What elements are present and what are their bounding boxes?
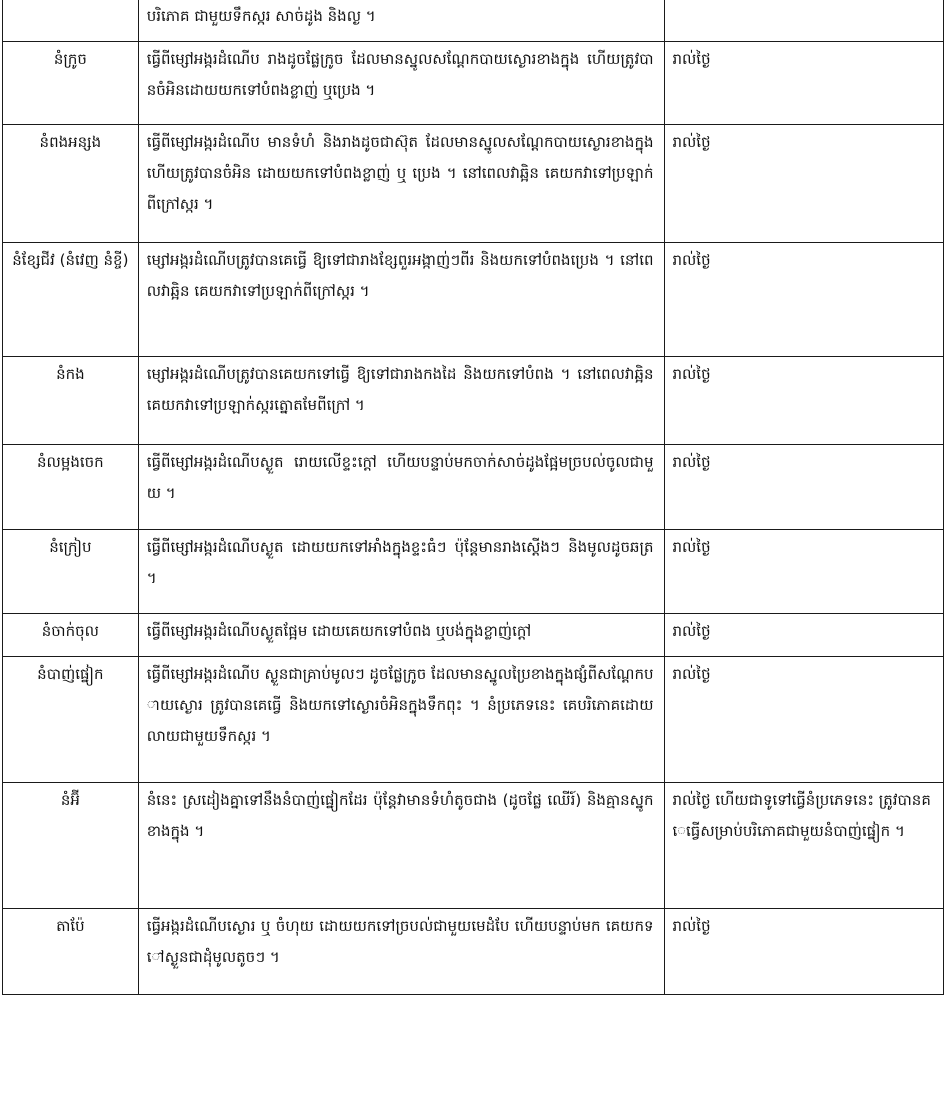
- frequency-cell: រាល់ថ្ងៃ: [664, 243, 944, 357]
- frequency-cell: រាល់ថ្ងៃ: [664, 42, 944, 125]
- food-name-cell: នំចាក់ចុល: [3, 614, 139, 657]
- frequency-cell: រាល់ថ្ងៃ ហើយជាទូទៅធ្វើនំប្រភេទនេះ ត្រូវបានគេធ្វើសម្រាប់បរិភោគជាមួយនំបាញ់ផ្នៀក ។: [664, 783, 944, 909]
- food-description-cell: ម្សៅអង្ករដំណើបត្រូវបានគេយកទៅធ្វើ ឱ្យទៅជារាងកងដៃ និងយកទៅបំពង ។ នៅពេលវាឆ្អិន គេយកវាទៅប្រឡាក់ស្ករត្នោតមែពីក្រៅ ។: [138, 357, 664, 445]
- frequency-cell: រាល់ថ្ងៃ: [664, 445, 944, 530]
- table-row: [3, 909, 944, 995]
- food-name-cell: នំបាញ់ផ្នៀក: [3, 657, 139, 783]
- food-description-cell: ធ្វើពីម្សៅអង្ករដំណើបស្ងួតផ្អែម ដោយគេយកទៅបំពង ឬបង់ក្នុងខ្លាញ់ក្ដៅ: [138, 614, 664, 657]
- food-name-cell: តាប៉ែ: [3, 909, 139, 995]
- table-row: [3, 614, 944, 657]
- food-description-cell: ធ្វើពីម្សៅអង្ករដំណើបស្ងួត រោយលើខ្ទះក្ដៅ ហើយបន្ទាប់មកចាក់សាច់ដូងផ្អែមច្របល់ចូលជាមួយ ។: [138, 445, 664, 530]
- table-row: [3, 657, 944, 783]
- food-name-cell: នំក្រូច: [3, 42, 139, 125]
- food-name-cell: នំលម្អងចេក: [3, 445, 139, 530]
- table-row: [3, 42, 944, 125]
- frequency-cell: [664, 0, 944, 42]
- food-description-cell: ធ្វើអង្ករដំណើបស្ងោរ ឬ ចំហុយ ដោយយកទៅច្របល់ជាមួយមេដំបែ ហើយបន្ទាប់មក គេយកទៅស្ងួនជាដុំមូលតូចៗ ។: [138, 909, 664, 995]
- frequency-cell: រាល់ថ្ងៃ: [664, 657, 944, 783]
- food-description-cell: ធ្វើពីម្សៅអង្ករដំណើប ស្ងួនជាគ្រាប់មូលៗ ដូចផ្លែក្រូច ដែលមានស្នូលប្រៃខាងក្នុងផ្សំពីសណ្ដែកបាយស្ងោរ ត្រូវបានគេធ្វើ និងយកទៅស្ងោរចំអិនក្នុងទឹកពុះ ។ នំប្រភេទនេះ គេបរិភោគដោយលាយជាមួយទឹកស្ករ ។: [138, 657, 664, 783]
- table-row: [3, 0, 944, 42]
- table-row: [3, 357, 944, 445]
- food-name-cell: នំខ្សែជីវ (នំវេញ នំខ្ចី): [3, 243, 139, 357]
- food-description-cell: បរិភោគ ជាមួយទឹកស្ករ សាច់ដូង និងល្ង ។: [138, 0, 664, 42]
- frequency-cell: រាល់ថ្ងៃ: [664, 614, 944, 657]
- food-name-cell: នំអ៊ី: [3, 783, 139, 909]
- table-row: [3, 243, 944, 357]
- frequency-cell: រាល់ថ្ងៃ: [664, 357, 944, 445]
- table-row: [3, 445, 944, 530]
- frequency-cell: រាល់ថ្ងៃ: [664, 530, 944, 614]
- food-name-cell: [3, 0, 139, 42]
- food-description-cell: ធ្វើពីម្សៅអង្ករដំណើប មានទំហំ និងរាងដូចជាស៊ុត ដែលមានស្នូលសណ្ដែកបាយស្ងោរខាងក្នុង ហើយត្រូវបានចំអិន ដោយយកទៅបំពងខ្លាញ់ ឬ ប្រេង ។ នៅពេលវាឆ្អិន គេយកវាទៅប្រឡាក់ពីក្រៅស្ករ ។: [138, 125, 664, 243]
- food-description-cell: ធ្វើពីម្សៅអង្ករដំណើប រាងដូចផ្លែក្រូច ដែលមានស្នូលសណ្ដែកបាយស្ងោរខាងក្នុង ហើយត្រូវបានចំអិនដោយយកទៅបំពងខ្លាញ់ ឬប្រេង ។: [138, 42, 664, 125]
- frequency-cell: រាល់ថ្ងៃ: [664, 125, 944, 243]
- food-name-cell: នំកង: [3, 357, 139, 445]
- food-description-cell: ម្សៅអង្ករដំណើបត្រូវបានគេធ្វើ ឱ្យទៅជារាងខ្សែពួរអង្កាញ់ៗពីរ និងយកទៅបំពងប្រេង ។ នៅពេលវាឆ្អិន គេយកវាទៅប្រឡាក់ពីក្រៅស្ករ ។: [138, 243, 664, 357]
- food-table: [2, 0, 944, 995]
- food-description-cell: ធ្វើពីម្សៅអង្ករដំណើបស្ងួត ដោយយកទៅអាំងក្នុងខ្ទះធំៗ ប៉ុន្តែមានរាងស្ដើងៗ និងមូលដូចឆត្រ ។: [138, 530, 664, 614]
- food-name-cell: នំក្រៀប: [3, 530, 139, 614]
- food-name-cell: នំពងអន្សង: [3, 125, 139, 243]
- food-description-cell: នំនេះ ស្រដៀងគ្នាទៅនឹងនំបាញ់ផ្នៀកដែរ ប៉ុន្តែវាមានទំហំតូចជាង (ដូចផ្លែ ឈើរ៍) និងគ្មានស្នូកខាងក្នុង ។: [138, 783, 664, 909]
- table-row: [3, 530, 944, 614]
- table-row: [3, 783, 944, 909]
- frequency-cell: រាល់ថ្ងៃ: [664, 909, 944, 995]
- table-row: [3, 125, 944, 243]
